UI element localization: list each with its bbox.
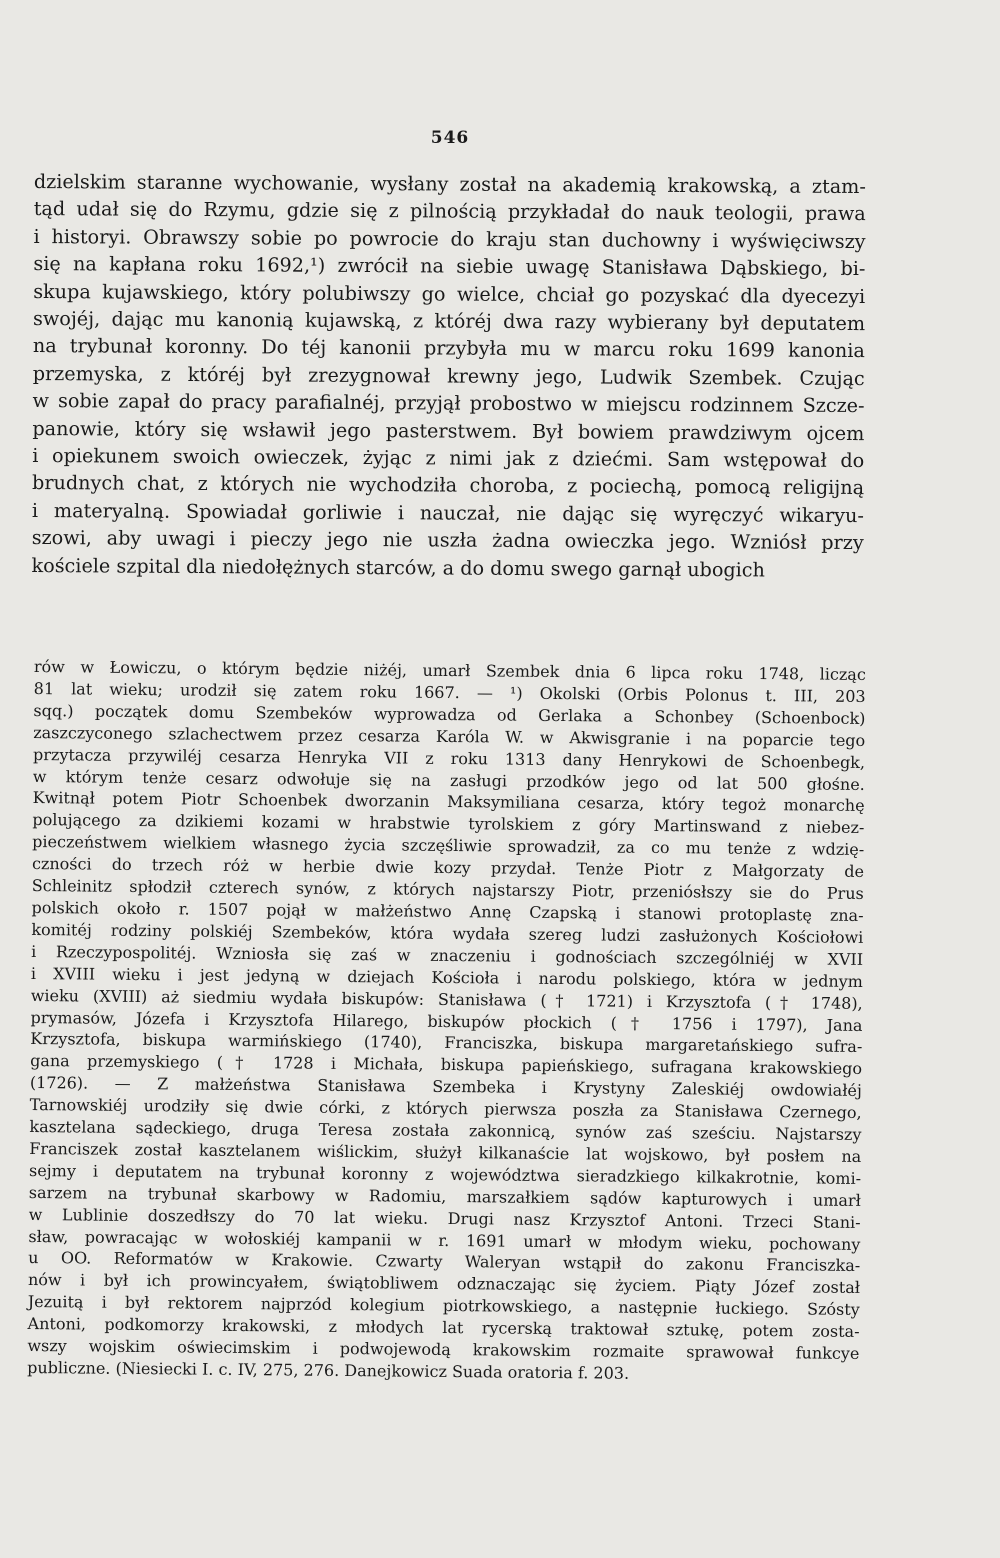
- footnote-line: (1726). — Z małżeństwa Stanisława Szembeka i Krystyny Zaleskiéj owdowiałéj: [29, 1073, 862, 1101]
- text-line: dzielskim staranne wychowanie, wysłany został na akademią krakowską, a ztam-: [33, 169, 866, 199]
- footnote-line: gana przemyskiego († 1728 i Michała, biskupa papieńskiego, sufragana krakowskiego: [30, 1051, 863, 1079]
- main-text: [31, 168, 865, 584]
- footnote-line: sqq.) początek domu Szembeków wyprowadza od Gerlaka a Schonbey (Schoenbock): [33, 700, 866, 728]
- text-line: brudnych chat, z których nie wychodziła choroba, z pociechą, pomocą religijną: [32, 471, 865, 500]
- text-line: skupa kujawskiego, który polubiwszy go wielce, chciał go pozyskać dla dyecezyi: [33, 279, 866, 308]
- text-line: się na kapłana roku 1692,¹) zwrócił na siebie uwagę Stanisława Dąbskiego, bi-: [33, 252, 866, 281]
- footnote-line: prymasów, Józefa i Krzysztofa Hilarego, biskupów płockich († 1756 i 1797), Jana: [30, 1007, 863, 1035]
- footnote-line: Krzysztofa, biskupa warmińskiego (1740), Franciszka, biskupa margaretańskiego sufra-: [30, 1029, 863, 1057]
- footnote-line: sław, powracając w wołoskiéj kampanii w r. 1691 umarł w młodym wieku, pochowany: [28, 1226, 861, 1254]
- text-line: przemyska, z któréj był zrezygnował krewny jego, Ludwik Szembek. Czując: [32, 361, 865, 390]
- text-line: kościele szpital dla niedołężnych starców, a do domu swego garnął ubogich: [31, 553, 766, 582]
- footnote-line: wieku (XVIII) aż siedmiu wydała biskupów: Stanisława († 1721) i Krzysztofa († 1748),: [30, 985, 863, 1013]
- footnote-line: rów w Łowiczu, o którym będzie niżéj, umarł Szembek dnia 6 lipca roku 1748, licząc: [33, 656, 866, 684]
- footnote-line: pieczeństwem wielkiem własnego życia szczęśliwie sprowadził, za co mu tenże z wdzię-: [32, 832, 865, 860]
- footnote-line: sejmy i deputatem na trybunał koronny z województwa sieradzkiego kilkakrotnie, komi-: [28, 1160, 862, 1188]
- footnote-line: kasztelana sądeckiego, druga Teresa została zakonnicą, synów zaś sześciu. Najstarszy: [29, 1117, 862, 1144]
- text-line: szowi, aby uwagi i pieczy jego nie uszła żadna owieczka jego. Wzniósł przy: [31, 526, 864, 555]
- footnote-line: Schleinitz spłodził czterech synów, z których najstarszy Piotr, przeniósłszy sie do Prus: [31, 876, 864, 904]
- footnote-line: u OO. Reformatów w Krakowie. Czwarty Waleryan wstąpił do zakonu Franciszka-: [28, 1248, 861, 1276]
- footnote-line: zaszczyconego szlachectwem przez cesarza Karóla W. w Akwisgranie i na poparcie tego: [33, 722, 866, 750]
- footnote-line: Kwitnął potem Piotr Schoenbek dworzanin Maksymiliana cesarza, który tegoż monarchę: [32, 788, 865, 816]
- footnote-line: wszy wojskim oświecimskim i podwojewodą krakowskim rozmaite sprawował funkcye: [27, 1336, 860, 1364]
- footnote-line: Tarnowskiéj urodziły się dwie córki, z których pierwsza poszła za Stanisława Czernego,: [29, 1095, 862, 1123]
- footnote-line: i XVIII wieku i jest jedyną w dziejach Kościoła i narodu polskiego, która w jednym: [30, 963, 864, 991]
- text-line: panowie, który się wsławił jego pasterstwem. Był bowiem prawdziwym ojcem: [32, 416, 865, 445]
- text-line: i opiekunem swoich owieczek, żyjąc z nimi jak z dziećmi. Sam wstępował do: [32, 444, 865, 473]
- footnote-line: Antoni, podkomorzy krakowski, z młodych lat rycerską traktował sztukę, potem zosta-: [27, 1314, 860, 1342]
- text-line: tąd udał się do Rzymu, gdzie się z pilnością przykładał do nauk teologii, prawa: [33, 197, 866, 226]
- footnote-line: przytacza przywiléj cesarza Henryka VII z roku 1313 dany Henrykowi de Schoenbegk,: [32, 744, 866, 772]
- footnote-line: w którym tenże cesarz odwołuje się na zasługi przodków jego od lat 500 głośne.: [32, 766, 865, 794]
- text-line: na trybunał koronny. Do téj kanonii przybyła mu w marcu roku 1699 kanonia: [32, 334, 865, 363]
- text-line: w sobie zapał do pracy parafialnéj, przyjął probostwo w miejscu rodzinnem Szcze-: [32, 389, 865, 418]
- footnote-line: 81 lat wieku; urodził się zatem roku 1667. — ¹) Okolski (Orbis Polonus t. III, 203: [33, 678, 866, 706]
- footnote-line: i Rzeczypospolitéj. Wzniosła się zaś w znaczeniu i godnościach szczególniéj w XVII: [31, 941, 864, 969]
- footnote-line: publiczne. (Niesiecki I. c. IV, 275, 276. Danejkowicz Suada oratoria f. 203.: [27, 1357, 630, 1383]
- footnote-text: [27, 656, 866, 1387]
- footnote-line: nów i był ich prowincyałem, świątobliwem odznaczając się życiem. Piąty Józef został: [27, 1270, 861, 1298]
- footnote-line: czności do trzech róż w herbie dwie kozy przydał. Tenże Piotr z Małgorzaty de: [31, 854, 865, 882]
- page-number: 546: [430, 128, 470, 148]
- footnote-line: Jezuitą i był rektorem najprzód kolegium piotrkowskiego, a następnie łuckiego. Szósty: [27, 1292, 860, 1320]
- text-line: i historyi. Obrawszy sobie po powrocie do kraju stan duchowny i wyświęciwszy: [33, 224, 866, 253]
- footnote-line: polującego za dzikiemi kozami w hrabstwie tyrolskiem z góry Martinswand z niebez-: [32, 810, 865, 838]
- footnote-line: sarzem na trybunał skarbowy w Radomiu, marszałkiem sądów kapturowych i umarł: [28, 1182, 861, 1210]
- footnote-line: polskich około r. 1507 pojął w małżeństwo Annę Czapską i stanowi protoplastę zna-: [31, 897, 864, 925]
- text-line: i materyalną. Spowiadał gorliwie i nauczał, nie dając się wyręczyć wikaryu-: [31, 498, 864, 527]
- text-line: swojéj, dając mu kanonią kujawską, z któréj dwa razy wybierany był deputatem: [33, 307, 866, 336]
- footnote-line: w Lublinie doszedłszy do 70 lat wieku. Drugi nasz Krzysztof Antoni. Trzeci Stani-: [28, 1204, 861, 1232]
- footnote-line: komitéj rodziny polskiéj Szembeków, która wydała szereg ludzi zasłużonych Kościołowi: [31, 919, 864, 947]
- footnote-line: Franciszek został kasztelanem wiślickim, służył kilkanaście lat wojskowo, był posłem na: [29, 1138, 862, 1166]
